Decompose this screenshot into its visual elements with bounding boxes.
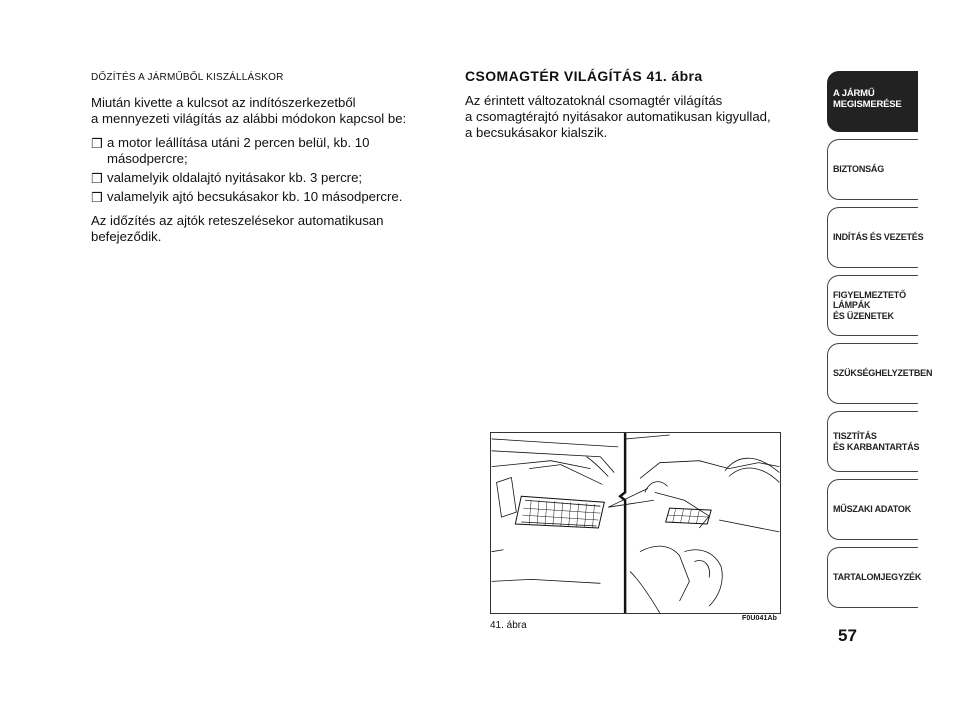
tab-label-line: LÁMPÁK [833,300,871,311]
tab-szukseghelyzetben[interactable] [827,343,933,404]
figure-caption: 41. ábra [490,620,527,631]
closing-paragraph: Az időzítés az ajtók reteszelésekor automatikusan befejeződik. [91,213,384,244]
intro-paragraph [91,95,436,127]
tab-tartalomjegyzek[interactable] [827,547,922,608]
body-line: Az érintett változatoknál csomagtér világítás [465,93,723,108]
checkbox-bullet-icon: ❒ [91,190,103,205]
page-number: 57 [838,626,857,645]
chapter-tabs [827,71,933,615]
boot-light-drawing [491,433,780,613]
tab-label-line: ÉS ÜZENETEK [833,310,894,321]
intro-line: a mennyezeti világítás az alábbi módokon kapcsol be: [91,111,407,126]
tab-label-line: ÉS KARBANTARTÁS [833,441,920,452]
right-body [465,93,795,141]
list-item [91,170,436,186]
tab-figyelmezteto-lampak[interactable] [827,275,918,336]
tab-muszaki-adatok[interactable] [827,479,918,540]
figure-41-illustration [490,432,781,614]
tab-label-line: TARTALOMJEGYZÉK [833,572,922,583]
tab-label-line: MEGISMERÉSE [833,98,902,110]
left-column [91,72,436,253]
list-item [91,189,436,205]
intro-line: Miután kivette a kulcsot az indítószerkezetből [91,95,356,110]
right-column [465,68,795,141]
tab-label-line: A JÁRMŰ [833,88,875,99]
tab-inditas-es-vezetes[interactable] [827,207,924,268]
tab-biztonsag[interactable] [827,139,918,200]
tab-label-line: FIGYELMEZTETŐ [833,289,906,300]
tab-label-line: MŰSZAKI ADATOK [833,504,912,515]
list-item-text: valamelyik ajtó becsukásakor kb. 10 másodpercre. [107,189,403,204]
section-heading: CSOMAGTÉR VILÁGÍTÁS 41. ábra [465,68,703,84]
tab-tisztitas-es-karbantartas[interactable] [827,411,918,472]
list-item [91,135,436,167]
checkbox-bullet-icon: ❒ [91,171,103,186]
tab-a-jarmu-megismerese[interactable] [827,71,918,132]
tab-label-line: SZÜKSÉGHELYZETBEN [833,368,933,379]
body-line: a csomagtérajtó nyitásakor automatikusan kigyullad, [465,109,771,124]
tab-label-line: INDÍTÁS ÉS VEZETÉS [833,232,924,243]
tab-label-line: TISZTÍTÁS [833,431,877,441]
section-caption: DŐZÍTÉS A JÁRMŰBŐL KISZÁLLÁSKOR [91,72,284,83]
bullet-list [91,135,436,205]
list-item-text: valamelyik oldalajtó nyitásakor kb. 3 percre; [107,170,363,185]
list-item-text: a motor leállítása utáni 2 percen belül, kb. 10 másodpercre; [107,135,370,166]
tab-label-line: BIZTONSÁG [833,164,885,175]
figure-code: F0U041Ab [742,615,778,622]
left-body [91,95,436,245]
body-line: a becsukásakor kialszik. [465,125,608,140]
checkbox-bullet-icon: ❒ [91,136,103,151]
